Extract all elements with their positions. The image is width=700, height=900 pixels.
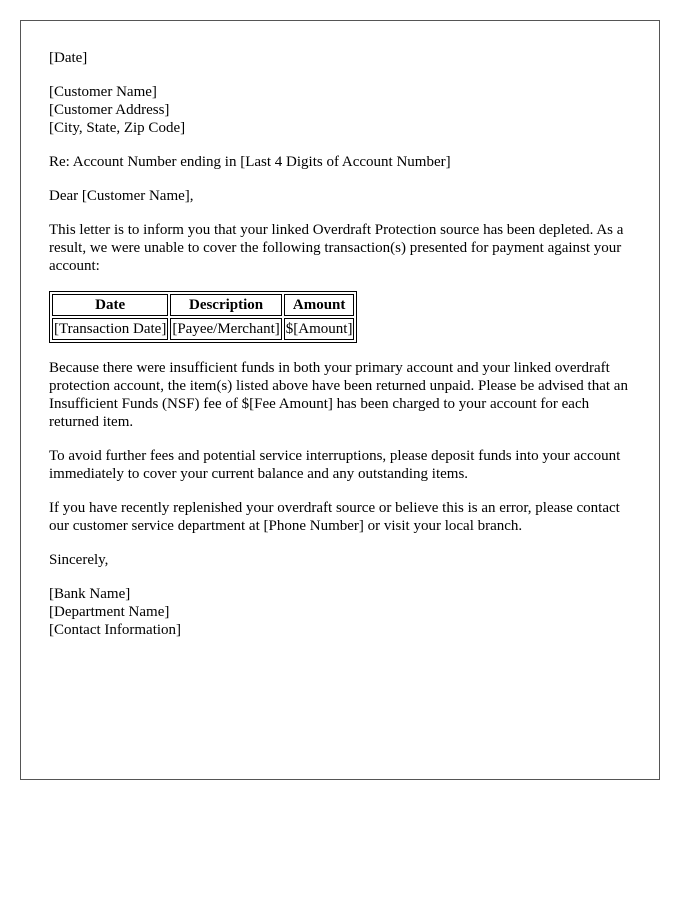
recipient-city-state-zip: [City, State, Zip Code]: [49, 120, 186, 136]
signature-bank-name: [Bank Name]: [49, 586, 131, 602]
table-header-row: [52, 294, 354, 316]
letter-subject: Re: Account Number ending in [Last 4 Digits of Account Number]: [49, 154, 451, 170]
letter-date: [Date]: [49, 50, 88, 66]
column-header-date: Date: [52, 294, 168, 316]
column-header-description: Description: [170, 294, 281, 316]
column-header-amount: Amount: [284, 294, 355, 316]
recipient-address-block: [49, 83, 631, 137]
transaction-table: [49, 291, 357, 343]
signature-contact: [Contact Information]: [49, 622, 182, 638]
signature-department: [Department Name]: [49, 604, 170, 620]
cell-transaction-date: [Transaction Date]: [52, 318, 168, 340]
letter-salutation: Dear [Customer Name],: [49, 188, 194, 204]
letter-closing: Sincerely,: [49, 552, 109, 568]
cell-amount: $[Amount]: [284, 318, 355, 340]
recipient-name: [Customer Name]: [49, 84, 157, 100]
signature-block: [49, 585, 631, 639]
table-row: [52, 318, 354, 340]
deposit-paragraph: To avoid further fees and potential service interruptions, please deposit funds into your account immediately to cover your current balance and any outstanding items.: [49, 448, 621, 482]
nsf-fee-paragraph: Because there were insufficient funds in both your primary account and your linked overdraft protection account, the item(s) listed above have been returned unpaid. Please be advised that an Insufficient Funds (NSF) fee of $[Fee Amount] has been charged to your account for each returned item.: [49, 360, 628, 430]
recipient-address: [Customer Address]: [49, 102, 170, 118]
contact-paragraph: If you have recently replenished your overdraft source or believe this is an error, please contact our customer service department at [Phone Number] or visit your local branch.: [49, 500, 620, 534]
intro-paragraph: This letter is to inform you that your linked Overdraft Protection source has been depleted. As a result, we were unable to cover the following transaction(s) presented for payment against your account:: [49, 222, 624, 274]
letter-page: [20, 20, 660, 780]
cell-payee-merchant: [Payee/Merchant]: [170, 318, 281, 340]
